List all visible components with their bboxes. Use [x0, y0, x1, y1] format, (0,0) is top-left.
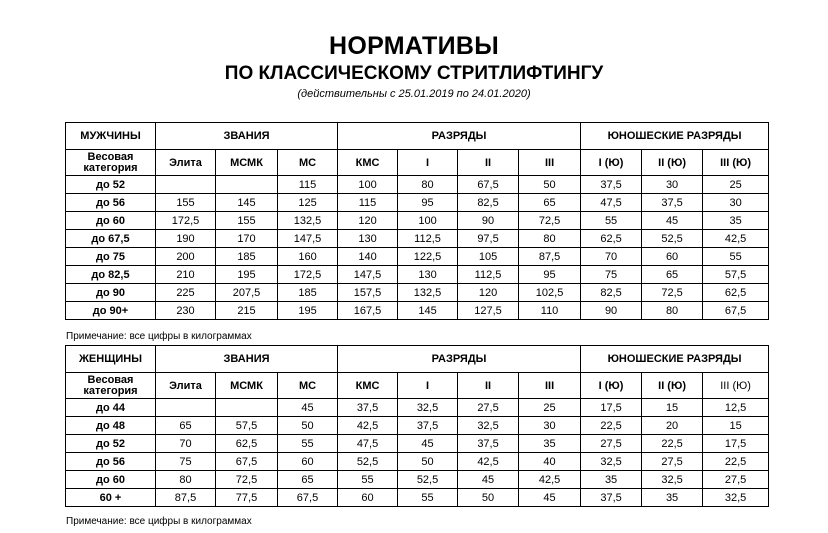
value-cell: 52,5	[398, 471, 458, 489]
value-cell: 120	[338, 212, 398, 230]
value-cell: 55	[398, 489, 458, 507]
table-row	[66, 266, 769, 284]
weight-category: до 60	[66, 212, 156, 230]
value-cell: 132,5	[398, 284, 458, 302]
value-cell: 42,5	[338, 417, 398, 435]
value-cell: 45	[278, 399, 338, 417]
column-header: II	[458, 150, 519, 176]
column-header: МСМК	[216, 373, 278, 399]
column-header: I (Ю)	[581, 150, 642, 176]
value-cell: 55	[703, 248, 769, 266]
weight-category: до 90	[66, 284, 156, 302]
men-label: МУЖЧИНЫ	[66, 123, 156, 150]
group-header-ranks: РАЗРЯДЫ	[338, 123, 581, 150]
value-cell: 72,5	[519, 212, 581, 230]
value-cell: 160	[278, 248, 338, 266]
value-cell: 170	[216, 230, 278, 248]
value-cell: 185	[278, 284, 338, 302]
column-header: Элита	[156, 150, 216, 176]
value-cell: 47,5	[581, 194, 642, 212]
value-cell: 132,5	[278, 212, 338, 230]
value-cell: 52,5	[338, 453, 398, 471]
value-cell: 102,5	[519, 284, 581, 302]
value-cell: 190	[156, 230, 216, 248]
column-header: КМС	[338, 150, 398, 176]
value-cell: 157,5	[338, 284, 398, 302]
value-cell: 82,5	[458, 194, 519, 212]
column-header: II (Ю)	[642, 373, 703, 399]
value-cell: 35	[703, 212, 769, 230]
table-row	[66, 453, 769, 471]
value-cell: 65	[156, 417, 216, 435]
value-cell: 37,5	[338, 399, 398, 417]
value-cell: 22,5	[642, 435, 703, 453]
value-cell: 15	[703, 417, 769, 435]
value-cell: 25	[519, 399, 581, 417]
value-cell: 112,5	[398, 230, 458, 248]
women-label: ЖЕНЩИНЫ	[66, 346, 156, 373]
column-header: III	[519, 373, 581, 399]
value-cell: 97,5	[458, 230, 519, 248]
value-cell: 30	[519, 417, 581, 435]
column-header: I (Ю)	[581, 373, 642, 399]
value-cell: 130	[398, 266, 458, 284]
column-header: Элита	[156, 373, 216, 399]
group-header-titles: ЗВАНИЯ	[156, 123, 338, 150]
value-cell: 32,5	[703, 489, 769, 507]
document-title: НОРМАТИВЫ	[329, 32, 499, 60]
group-header-ranks: РАЗРЯДЫ	[338, 346, 581, 373]
table-row	[66, 194, 769, 212]
value-cell: 140	[338, 248, 398, 266]
value-cell: 200	[156, 248, 216, 266]
value-cell: 40	[519, 453, 581, 471]
weight-category: до 48	[66, 417, 156, 435]
value-cell: 50	[519, 176, 581, 194]
value-cell: 30	[703, 194, 769, 212]
value-cell: 230	[156, 302, 216, 320]
value-cell: 70	[156, 435, 216, 453]
value-cell: 67,5	[216, 453, 278, 471]
value-cell: 147,5	[278, 230, 338, 248]
value-cell: 115	[278, 176, 338, 194]
value-cell: 62,5	[703, 284, 769, 302]
value-cell: 72,5	[216, 471, 278, 489]
table-row	[66, 284, 769, 302]
table-row	[66, 248, 769, 266]
value-cell: 80	[642, 302, 703, 320]
value-cell: 55	[338, 471, 398, 489]
table-row	[66, 212, 769, 230]
table-row	[66, 176, 769, 194]
value-cell: 62,5	[581, 230, 642, 248]
column-header: МС	[278, 373, 338, 399]
value-cell: 60	[642, 248, 703, 266]
weight-category: до 44	[66, 399, 156, 417]
value-cell: 57,5	[703, 266, 769, 284]
value-cell: 110	[519, 302, 581, 320]
weight-category: 60 +	[66, 489, 156, 507]
column-header: II	[458, 373, 519, 399]
value-cell: 210	[156, 266, 216, 284]
value-cell: 115	[338, 194, 398, 212]
value-cell: 25	[703, 176, 769, 194]
value-cell: 37,5	[642, 194, 703, 212]
value-cell: 75	[581, 266, 642, 284]
value-cell: 145	[216, 194, 278, 212]
value-cell: 52,5	[642, 230, 703, 248]
validity-period: (действительны с 25.01.2019 по 24.01.2020)	[297, 88, 531, 100]
value-cell: 65	[642, 266, 703, 284]
men-note: Примечание: все цифры в килограммах	[66, 331, 252, 342]
value-cell: 125	[278, 194, 338, 212]
value-cell: 42,5	[458, 453, 519, 471]
column-header: I	[398, 150, 458, 176]
value-cell: 65	[519, 194, 581, 212]
value-cell: 185	[216, 248, 278, 266]
value-cell	[156, 399, 216, 417]
value-cell: 80	[398, 176, 458, 194]
value-cell: 215	[216, 302, 278, 320]
value-cell: 32,5	[581, 453, 642, 471]
document-subtitle: ПО КЛАССИЧЕСКОМУ СТРИТЛИФТИНГУ	[224, 63, 604, 84]
value-cell: 35	[581, 471, 642, 489]
value-cell: 172,5	[156, 212, 216, 230]
column-header: III (Ю)	[703, 373, 769, 399]
value-cell: 70	[581, 248, 642, 266]
value-cell: 112,5	[458, 266, 519, 284]
value-cell: 45	[642, 212, 703, 230]
value-cell: 27,5	[703, 471, 769, 489]
value-cell: 47,5	[338, 435, 398, 453]
value-cell: 37,5	[398, 417, 458, 435]
value-cell: 87,5	[519, 248, 581, 266]
table-row	[66, 302, 769, 320]
value-cell: 37,5	[458, 435, 519, 453]
value-cell: 45	[519, 489, 581, 507]
value-cell: 35	[519, 435, 581, 453]
value-cell: 90	[458, 212, 519, 230]
table-row	[66, 489, 769, 507]
value-cell: 15	[642, 399, 703, 417]
women-standards-table	[65, 345, 769, 507]
value-cell: 20	[642, 417, 703, 435]
value-cell: 130	[338, 230, 398, 248]
value-cell: 22,5	[581, 417, 642, 435]
women-note: Примечание: все цифры в килограммах	[66, 516, 252, 527]
value-cell: 45	[398, 435, 458, 453]
value-cell: 95	[519, 266, 581, 284]
value-cell: 50	[398, 453, 458, 471]
value-cell: 27,5	[458, 399, 519, 417]
value-cell: 105	[458, 248, 519, 266]
value-cell: 17,5	[581, 399, 642, 417]
value-cell: 50	[278, 417, 338, 435]
group-header-youth: ЮНОШЕСКИЕ РАЗРЯДЫ	[581, 123, 769, 150]
value-cell: 127,5	[458, 302, 519, 320]
value-cell: 60	[278, 453, 338, 471]
value-cell: 87,5	[156, 489, 216, 507]
value-cell: 55	[581, 212, 642, 230]
weight-category: до 67,5	[66, 230, 156, 248]
table-row	[66, 471, 769, 489]
weight-category: до 75	[66, 248, 156, 266]
column-header: III (Ю)	[703, 150, 769, 176]
column-header: МСМК	[216, 150, 278, 176]
value-cell	[216, 176, 278, 194]
value-cell: 45	[458, 471, 519, 489]
value-cell: 32,5	[642, 471, 703, 489]
value-cell: 120	[458, 284, 519, 302]
weight-category: до 56	[66, 194, 156, 212]
column-header: III	[519, 150, 581, 176]
value-cell: 65	[278, 471, 338, 489]
value-cell: 12,5	[703, 399, 769, 417]
value-cell	[216, 399, 278, 417]
weight-category: до 60	[66, 471, 156, 489]
value-cell: 95	[398, 194, 458, 212]
value-cell: 207,5	[216, 284, 278, 302]
value-cell: 17,5	[703, 435, 769, 453]
men-standards-table	[65, 122, 769, 320]
value-cell	[156, 176, 216, 194]
table-row	[66, 417, 769, 435]
value-cell: 67,5	[458, 176, 519, 194]
weight-category: до 56	[66, 453, 156, 471]
value-cell: 80	[156, 471, 216, 489]
value-cell: 80	[519, 230, 581, 248]
value-cell: 50	[458, 489, 519, 507]
group-header-titles: ЗВАНИЯ	[156, 346, 338, 373]
weight-category: до 52	[66, 435, 156, 453]
weight-category: до 52	[66, 176, 156, 194]
value-cell: 62,5	[216, 435, 278, 453]
value-cell: 122,5	[398, 248, 458, 266]
value-cell: 22,5	[703, 453, 769, 471]
weight-category: до 82,5	[66, 266, 156, 284]
value-cell: 27,5	[581, 435, 642, 453]
value-cell: 155	[216, 212, 278, 230]
value-cell: 195	[216, 266, 278, 284]
value-cell: 77,5	[216, 489, 278, 507]
table-row	[66, 230, 769, 248]
value-cell: 167,5	[338, 302, 398, 320]
value-cell: 55	[278, 435, 338, 453]
value-cell: 42,5	[519, 471, 581, 489]
value-cell: 100	[398, 212, 458, 230]
value-cell: 75	[156, 453, 216, 471]
value-cell: 67,5	[278, 489, 338, 507]
weight-category-header: Весовая категория	[66, 150, 156, 176]
value-cell: 145	[398, 302, 458, 320]
value-cell: 57,5	[216, 417, 278, 435]
column-header: МС	[278, 150, 338, 176]
value-cell: 225	[156, 284, 216, 302]
column-header: КМС	[338, 373, 398, 399]
value-cell: 90	[581, 302, 642, 320]
table-row	[66, 399, 769, 417]
value-cell: 35	[642, 489, 703, 507]
weight-category: до 90+	[66, 302, 156, 320]
value-cell: 37,5	[581, 176, 642, 194]
value-cell: 37,5	[581, 489, 642, 507]
group-header-youth: ЮНОШЕСКИЕ РАЗРЯДЫ	[581, 346, 769, 373]
value-cell: 32,5	[458, 417, 519, 435]
value-cell: 42,5	[703, 230, 769, 248]
value-cell: 32,5	[398, 399, 458, 417]
column-header: II (Ю)	[642, 150, 703, 176]
value-cell: 147,5	[338, 266, 398, 284]
value-cell: 67,5	[703, 302, 769, 320]
value-cell: 195	[278, 302, 338, 320]
value-cell: 100	[338, 176, 398, 194]
value-cell: 155	[156, 194, 216, 212]
value-cell: 60	[338, 489, 398, 507]
column-header: I	[398, 373, 458, 399]
value-cell: 72,5	[642, 284, 703, 302]
value-cell: 82,5	[581, 284, 642, 302]
weight-category-header: Весовая категория	[66, 373, 156, 399]
value-cell: 27,5	[642, 453, 703, 471]
table-row	[66, 435, 769, 453]
value-cell: 172,5	[278, 266, 338, 284]
value-cell: 30	[642, 176, 703, 194]
